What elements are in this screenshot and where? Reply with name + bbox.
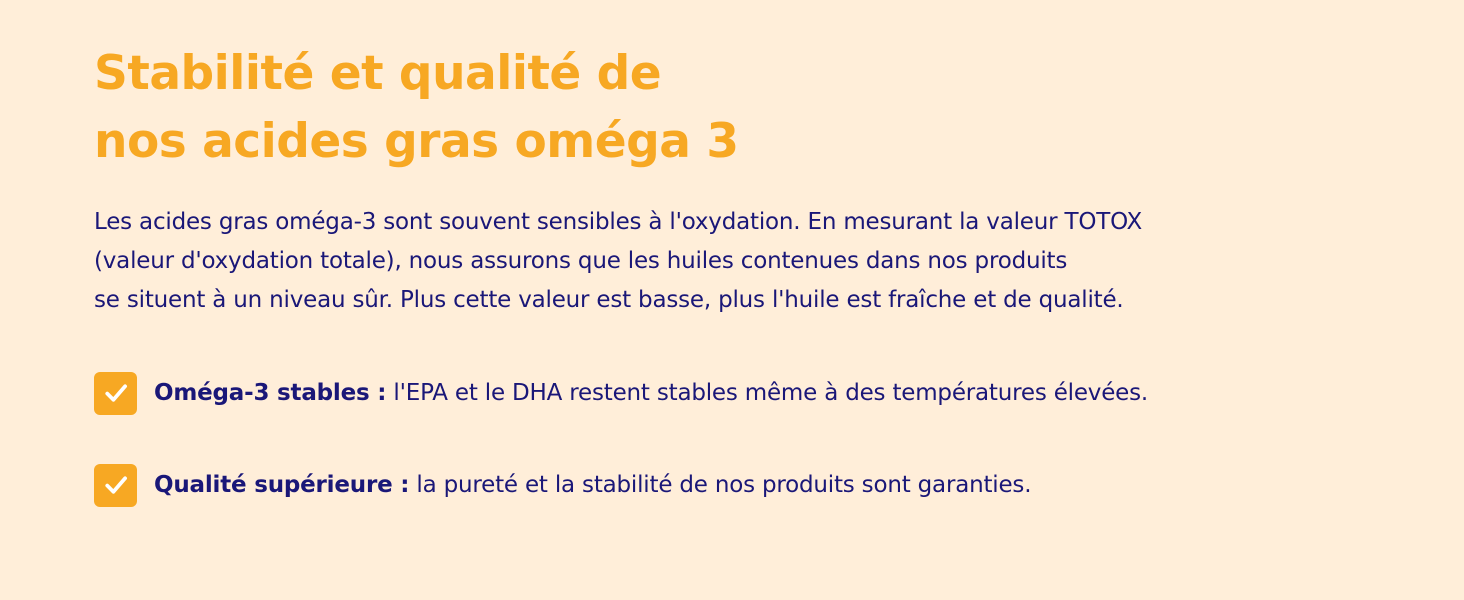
checkmark-icon [94, 372, 137, 415]
feature-text [154, 380, 1148, 406]
feature-label: Oméga-3 stables : [154, 380, 387, 406]
content-section [94, 40, 1394, 507]
intro-line-1: Les acides gras oméga-3 sont souvent sensibles à l'oxydation. En mesurant la valeur TOTOX [94, 209, 1143, 235]
feature-description: la pureté et la stabilité de nos produits sont garanties. [409, 472, 1032, 498]
feature-item-superior-quality [94, 463, 1394, 507]
feature-text [154, 472, 1031, 498]
checkmark-icon [94, 464, 137, 507]
page-title [94, 40, 1394, 176]
intro-line-2: (valeur d'oxydation totale), nous assurons que les huiles contenues dans nos produits [94, 248, 1068, 274]
title-line-1: Stabilité et qualité de [94, 46, 662, 101]
feature-label: Qualité supérieure : [154, 472, 410, 498]
title-line-2: nos acides gras oméga 3 [94, 114, 739, 169]
feature-description: l'EPA et le DHA restent stables même à des températures élevées. [386, 380, 1149, 406]
feature-item-stable-omega3 [94, 371, 1394, 415]
feature-list [94, 371, 1394, 507]
intro-line-3: se situent à un niveau sûr. Plus cette valeur est basse, plus l'huile est fraîche et de qualité. [94, 287, 1124, 313]
intro-paragraph [94, 203, 1394, 320]
